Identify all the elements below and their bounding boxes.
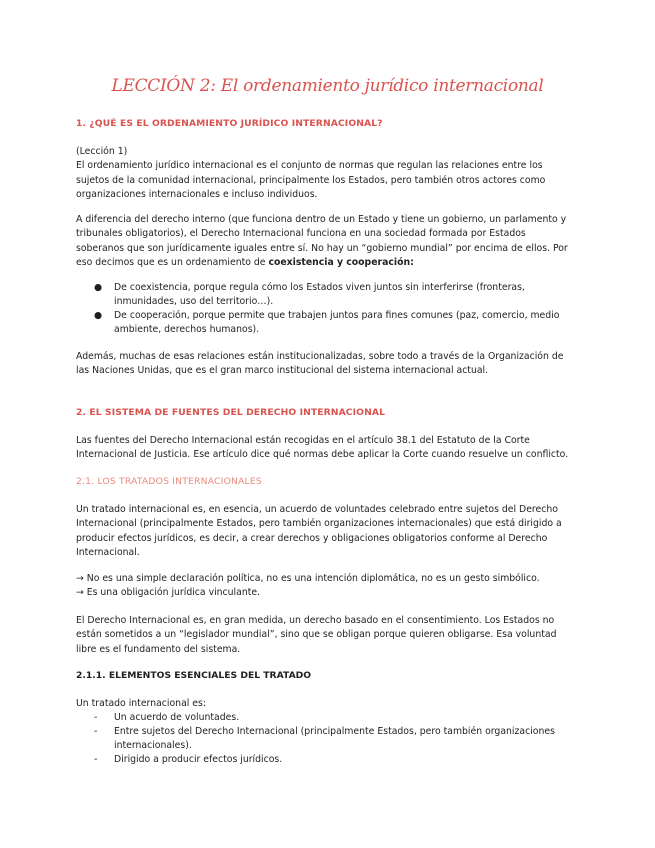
arrow-line-2: → Es una obligación jurídica vinculante. [76,587,261,599]
dash-icon: - [94,712,98,723]
lesson-reference: (Lección 1) [76,146,128,157]
subsection-paragraph-2: El Derecho Internacional es, en gran medida, un derecho basado en el consentimiento. Los Estados no están sometidos a un “legislador mundial”, sino que se obligan porque quieren obligarse. Esa voluntad libre es el fundamento del sistema. [76,615,557,655]
bullet-icon: ● [94,310,103,321]
paragraph-2-bold: coexistencia y cooperación: [268,257,414,269]
subsubsection-heading: 2.1.1. ELEMENTOS ESENCIALES DEL TRATADO [76,670,312,681]
subsubsection-intro: Un tratado internacional es: [76,698,206,709]
dash-icon: - [94,754,98,765]
dash-text: Entre sujetos del Derecho Internacional (principalmente Estados, pero también organizaciones internacionales). [114,726,555,752]
section-2-paragraph-1: Las fuentes del Derecho Internacional están recogidas en el artículo 38.1 del Estatuto de la Corte Internacional de Justicia. Ese artículo dice qué normas debe aplicar la Corte cuando resuelve un conflicto. [76,435,569,461]
section-1-paragraph-1 [76,145,576,203]
dash-text: Dirigido a producir efectos jurídicos. [114,754,283,765]
definition-text: El ordenamiento jurídico internacional es el conjunto de normas que regulan las relaciones entre los sujetos de la comunidad internacional, principalmente los Estados, pero también otros actores como organizaciones internacionales e incluso individuos. [76,160,546,201]
arrow-line-1: → No es una simple declaración política, no es una intención diplomática, no es un gesto simbólico. [76,573,540,584]
bullet-text: De cooperación, porque permite que trabajen juntos para fines comunes (paz, comercio, medio ambiente, derechos humanos). [114,310,560,336]
paragraph-2-text: A diferencia del derecho interno (que funciona dentro de un Estado y tiene un gobierno, un parlamento y tribunales obligatorios), el Derecho Internacional funciona en una sociedad formada por Estados soberanos que son jurídicamente iguales entre sí. No hay un “gobierno mundial” por encima de ellos. Por eso decimos que es un ordenamiento de [76,214,568,269]
section-1-heading: 1. ¿QUÉ ES EL ORDENAMIENTO JURÍDICO INTERNACIONAL? [76,118,383,129]
subsection-paragraph-1: Un tratado internacional es, en esencia, un acuerdo de voluntades celebrado entre sujetos del Derecho Internacional (principalmente Estados, pero también organizaciones internacionales) que está dirigido a producir efectos jurídicos, es decir, a crear derechos y obligaciones obligatorios conforme al Derecho Internacional. [76,504,562,559]
section-2-heading: 2. EL SISTEMA DE FUENTES DEL DERECHO INTERNACIONAL [76,407,386,418]
subsection-heading: 2.1. LOS TRATADOS INTERNACIONALES [76,476,262,487]
dash-text: Un acuerdo de voluntades. [114,712,240,723]
dash-icon: - [94,726,98,737]
section-1-paragraph-3: Además, muchas de esas relaciones están institucionalizadas, sobre todo a través de la Organización de las Naciones Unidas, que es el gran marco institucional del sistema internacional actual. [76,351,564,377]
bullet-text: De coexistencia, porque regula cómo los Estados viven juntos sin interferirse (fronteras, inmunidades, uso del territorio…). [114,282,525,308]
section-1-paragraph-2 [76,213,576,271]
document-title: LECCIÓN 2: El ordenamiento jurídico internacional [111,76,544,96]
bullet-icon: ● [94,282,103,293]
arrow-lines [76,572,576,601]
